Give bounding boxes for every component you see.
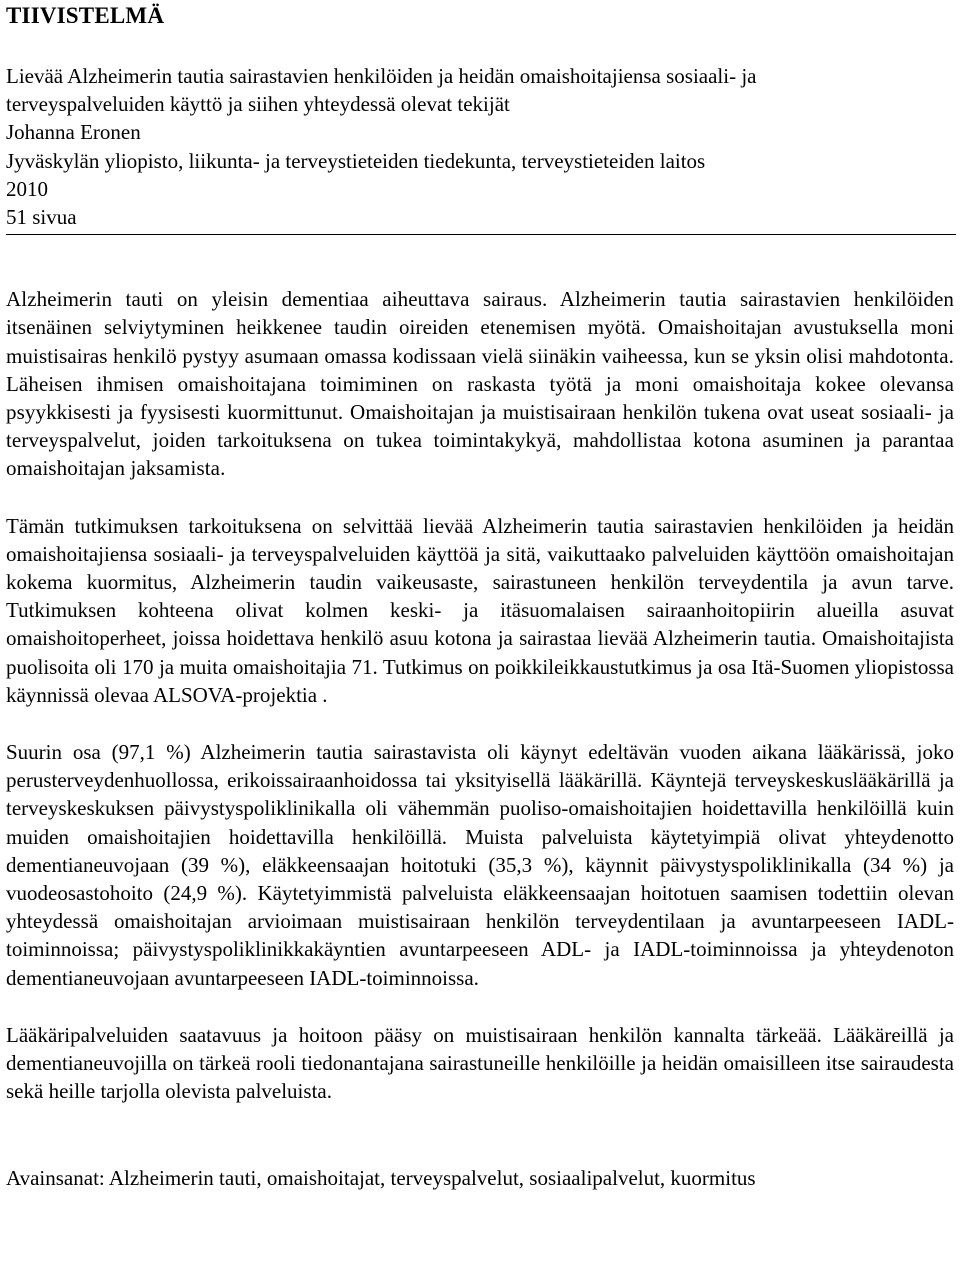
abstract-paragraph-2: Tämän tutkimuksen tarkoituksena on selvittää lievää Alzheimerin tautia sairastavien henkilöiden ja heidän omaishoitajiensa sosiaali- ja terveyspalveluiden käyttöä ja sitä, vaikuttaako palveluiden käyttöön omaishoitajan kokema kuormitus, Alzheimerin taudin vaikeusaste, sairastuneen henkilön terveydentila ja avun tarve. Tutkimuksen kohteena olivat kolmen keski- ja itäsuomalaisen sairaanhoitopiirin alueilla asuvat omaishoitoperheet, joissa hoidettava henkilö asuu kotona ja sairastaa lievää Alzheimerin tautia. Omaishoitajista puolisoita oli 170 ja muita omaishoitajia 71. Tutkimus on poikkileikkaustutkimus ja osa Itä-Suomen yliopistossa käynnissä olevaa ALSOVA-projektia .	[6, 513, 954, 707]
page-count: 51 sivua	[6, 205, 77, 230]
thesis-title-line-1: Lievää Alzheimerin tautia sairastavien henkilöiden ja heidän omaishoitajiensa sosiaali- ja	[6, 64, 757, 88]
thesis-title-line-2: terveyspalveluiden käyttö ja siihen yhteydessä olevat tekijät	[6, 92, 510, 117]
author-name: Johanna Eronen	[6, 120, 141, 145]
abstract-paragraph-3: Suurin osa (97,1 %) Alzheimerin tautia sairastavista oli käynyt edeltävän vuoden aikana lääkärissä, joko perusterveydenhuollossa, erikoissairaanhoidossa tai yksityisellä lääkärillä. Käyntejä terveyskeskuslääkärillä ja terveyskeskuksen päivystyspoliklinikalla oli vähemmän puoliso-omaishoitajien hoidettavilla henkilöillä kuin muiden omaishoitajien hoidettavilla henkilöillä. Muista palveluista käytetyimpiä olivat yhteydenotto dementianeuvojaan (39 %), eläkkeensaajan hoitotuki (35,3 %), käynnit päivystyspoliklinikalla (34 %) ja vuodeosastohoito (24,9 %). Käytetyimmistä palveluista eläkkeensaajan hoitotuen saamisen todettiin olevan yhteydessä omaishoitajan arvioimaan muistisairaan henkilön terveydentilaan ja avuntarpeeseen IADL-toiminnoissa; päivystyspoliklinikkakäyntien avuntarpeeseen ADL- ja IADL-toiminnoissa ja yhteydenoton dementianeuvojaan avuntarpeeseen IADL-toiminnoissa.	[6, 740, 954, 990]
divider-rule	[6, 234, 956, 235]
abstract-paragraph-4: Lääkäripalveluiden saatavuus ja hoitoon pääsy on muistisairaan henkilön kannalta tärkeää. Lääkäreillä ja dementianeuvojilla on tärkeä rooli tiedonantajana sairastuneille henkilöille ja heidän omaisilleen itse sairaudesta sekä heille tarjolla olevista palveluista.	[6, 1022, 954, 1104]
abstract-paragraph-1: Alzheimerin tauti on yleisin dementiaa aiheuttava sairaus. Alzheimerin tautia sairastavien henkilöiden itsenäinen selviytyminen heikkenee taudin oireiden etenemisen myötä. Omaishoitajan avustuksella moni muistisairas henkilö pystyy asumaan omassa kodissaan vielä siinäkin vaiheessa, kun se yksin olisi mahdotonta. Läheisen ihmisen omaishoitajana toimiminen on raskasta työtä ja moni omaishoitaja kokee olevansa psyykkisesti ja fyysisesti kuormittunut. Omaishoitajan ja muistisairaan henkilön tukena ovat useat sosiaali- ja terveyspalvelut, joiden tarkoituksena on tukea toimintakykyä, mahdollistaa kotona asuminen ja parantaa omaishoitajan jaksamista.	[6, 287, 954, 481]
year: 2010	[6, 176, 48, 201]
keywords: Avainsanat: Alzheimerin tauti, omaishoitajat, terveyspalvelut, sosiaalipalvelut, kuormitus	[6, 1165, 756, 1190]
page-title: TIIVISTELMÄ	[6, 3, 165, 28]
thesis-metadata	[6, 62, 954, 231]
abstract-page	[6, 0, 954, 1192]
institution: Jyväskylän yliopisto, liikunta- ja terveystieteiden tiedekunta, terveystieteiden laitos	[6, 148, 706, 173]
